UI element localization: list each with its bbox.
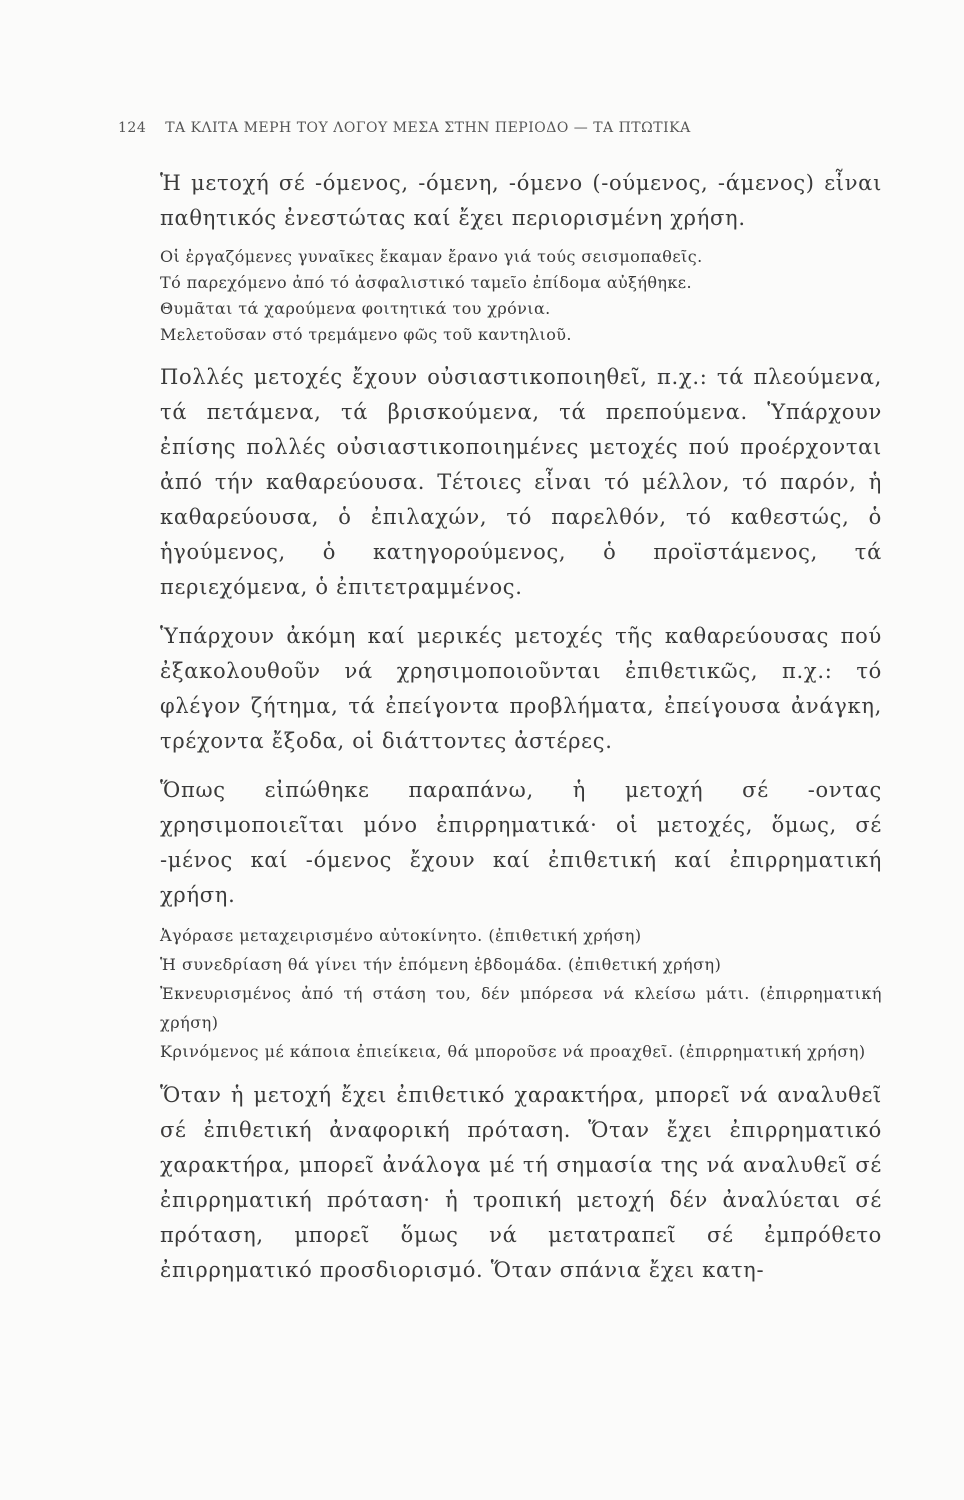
example-list-2	[160, 921, 882, 1066]
example-sentence: Ἀγόρασε μεταχειρισμένο αὐτοκίνητο. (ἐπιθετική χρήση)	[160, 926, 642, 945]
paragraph-adjectival-adverbial-use: Ὅπως εἰπώθηκε παραπάνω, ἡ μετοχή σέ -οντας χρησιμοποιεῖται μόνο ἐπιρρηματικά· οἱ μετοχές, ὅμως, σέ -μένος καί -όμενος ἔχουν καί ἐπιθετική καί ἐπιρρηματική χρήση.	[160, 778, 882, 907]
paragraph-participle-analysis: Ὅταν ἡ μετοχή ἔχει ἐπιθετικό χαρακτήρα, μπορεῖ νά αναλυθεῖ σέ ἐπιθετική ἀναφορική πρόταση. Ὅταν ἔχει ἐπιρρηματικό χαρακτήρα, μπορεῖ ἀνάλογα μέ τή σημασία της νά αναλυθεῖ σέ ἐπιρρηματική πρόταση· ἡ τροπική μετοχή δέν ἀναλύεται σέ πρόταση, μπορεῖ ὅμως νά μετατραπεῖ σέ ἐμπρόθετο ἐπιρρηματικό προσδιορισμό. Ὅταν σπάνια ἔχει κατη-	[160, 1083, 882, 1282]
paragraph-katharevousa-participles: Ὑπάρχουν ἀκόμη καί μερικές μετοχές τῆς καθαρεύουσας πού ἐξακολουθοῦν νά χρησιμοποιοῦνται ἐπιθετικῶς, π.χ.: τό φλέγον ζήτημα, τά ἐπείγοντα προβλήματα, ἐπείγουσα ἀνάγκη, τρέχοντα ἔξοδα, οἱ διάττοντες ἀστέρες.	[160, 624, 882, 753]
example-sentence: Μελετοῦσαν στό τρεμάμενο φῶς τοῦ καντηλιοῦ.	[160, 325, 572, 344]
example-sentence: Οἱ ἐργαζόμενες γυναῖκες ἔκαμαν ἔρανο γιά τούς σεισμοπαθεῖς.	[160, 247, 703, 266]
example-list-1	[160, 244, 882, 348]
paragraph-substantivized-participles: Πολλές μετοχές ἔχουν οὐσιαστικοποιηθεῖ, π.χ.: τά πλεούμενα, τά πετάμενα, τά βρισκούμενα, τά πρεπούμενα. Ὑπάρχουν ἐπίσης πολλές οὐσιαστικοποιημένες μετοχές πού προέρχονται ἀπό τήν καθαρεύουσα. Τέτοιες εἶναι τό μέλλον, τό παρόν, ἡ καθαρεύουσα, ὁ ἐπιλαχών, τό παρελθόν, τό καθεστώς, ὁ ἡγούμενος, ὁ κατηγορούμενος, ὁ προϊστάμενος, τά περιεχόμενα, ὁ ἐπιτετραμμένος.	[160, 365, 882, 599]
page-number: 124	[118, 120, 147, 136]
example-sentence: Κρινόμενος μέ κάποια ἐπιείκεια, θά μποροῦσε νά προαχθεῖ. (ἐπιρρηματική χρήση)	[160, 1042, 866, 1061]
example-sentence: Θυμᾶται τά χαρούμενα φοιτητικά του χρόνια.	[160, 299, 551, 318]
example-sentence: Τό παρεχόμενο ἀπό τό ἀσφαλιστικό ταμεῖο ἐπίδομα αὐξήθηκε.	[160, 273, 692, 292]
example-sentence: Ἡ συνεδρίαση θά γίνει τήν ἑπόμενη ἑβδομάδα. (ἐπιθετική χρήση)	[160, 955, 722, 974]
running-title: ΤΑ ΚΛΙΤΑ ΜΕΡΗ ΤΟΥ ΛΟΓΟΥ ΜΕΣΑ ΣΤΗΝ ΠΕΡΙΟΔΟ — ΤΑ ΠΤΩΤΙΚΑ	[165, 120, 691, 136]
paragraph-participle-passive-present: Ἡ μετοχή σέ -όμενος, -όμενη, -όμενο (-ούμενος, -άμενος) εἶναι παθητικός ἐνεστώτας καί ἔχει περιορισμένη χρήση.	[160, 171, 882, 230]
example-sentence: Ἐκνευρισμένος ἀπό τή στάση του, δέν μπόρεσα νά κλείσω μάτι. (ἐπιρρηματική χρήση)	[160, 984, 882, 1032]
page-body	[160, 166, 882, 1288]
running-header	[118, 120, 878, 136]
